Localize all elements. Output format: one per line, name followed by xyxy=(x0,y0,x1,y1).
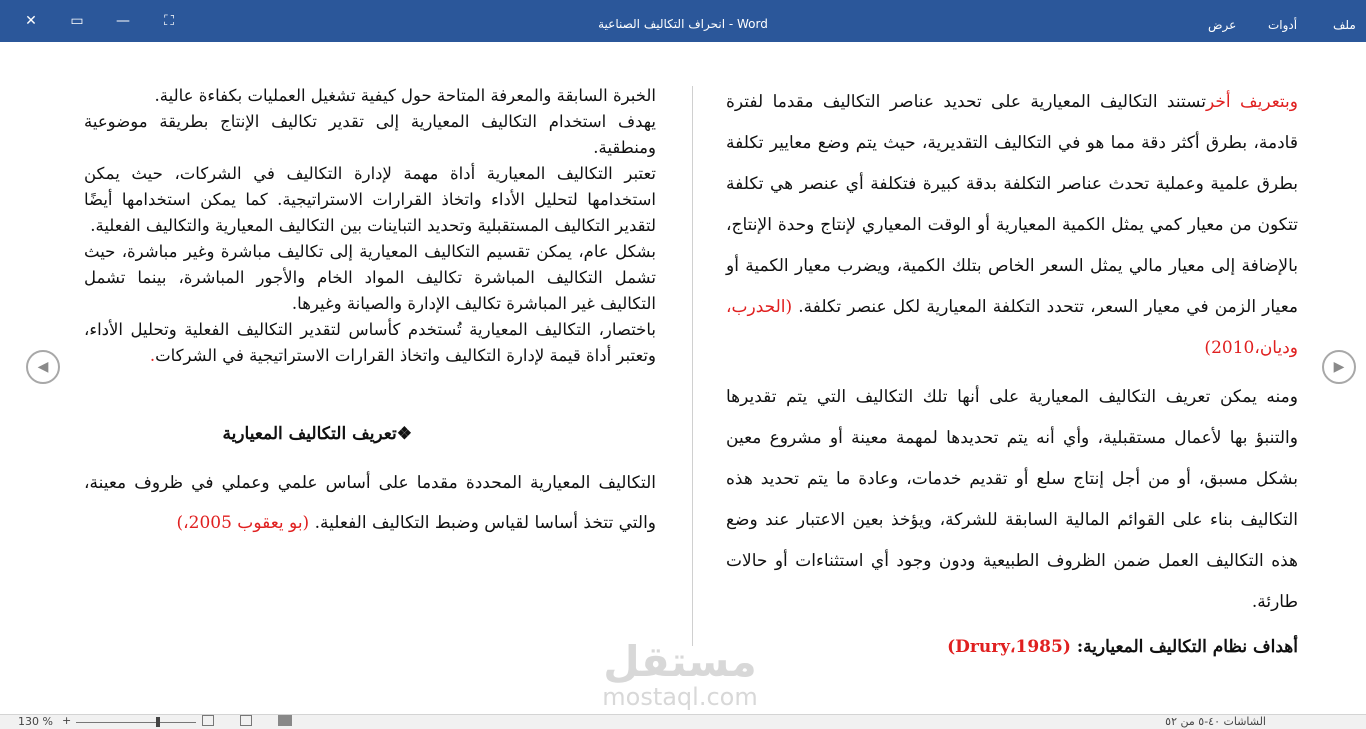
heading-text: أهداف نظام التكاليف المعيارية: xyxy=(1076,637,1298,657)
citation: (الحدرب، وديان،2010) xyxy=(726,297,1298,358)
status-bar xyxy=(0,714,1366,729)
heading-citation: (Drury،1985) xyxy=(947,637,1071,657)
paragraph: بشكل عام، يمكن تقسيم التكاليف المعيارية إلى تكاليف مباشرة وغير مباشرة، حيث تشمل التكاليف المباشرة تكاليف المواد الخام والأجور المباشرة، بينما تشمل التكاليف غير المباشرة تكاليف الإدارة والصيانة وغيرها. xyxy=(84,242,656,313)
zoom-slider-thumb[interactable] xyxy=(156,717,160,727)
watermark-arabic: مستقل xyxy=(603,637,757,686)
next-page-button[interactable] xyxy=(1322,350,1356,384)
title-bar xyxy=(0,0,1366,42)
print-layout-icon[interactable] xyxy=(202,715,214,726)
chevron-left-icon: ◀ xyxy=(37,359,49,375)
watermark-latin: mostaql.com xyxy=(602,683,758,711)
tab-file[interactable]: ملف xyxy=(1333,18,1356,32)
paragraph-definition xyxy=(726,82,1298,369)
zoom-label[interactable]: 130 % xyxy=(18,715,53,728)
column-divider xyxy=(692,86,693,646)
section-heading-goals xyxy=(726,629,1298,665)
fullscreen-icon: ⛶ xyxy=(164,13,174,29)
zoom-slider[interactable] xyxy=(76,722,196,723)
summary-text: باختصار، التكاليف المعيارية تُستخدم كأساس لتقدير التكاليف الفعلية وتحليل الأداء، وتعتبر أداة قيمة لإدارة التكاليف واتخاذ القرارات الاستراتيجية في الشركات xyxy=(84,320,656,365)
paragraph-definition xyxy=(84,463,656,543)
restore-icon: ▭ xyxy=(70,13,84,29)
zoom-in-button[interactable]: + xyxy=(62,714,72,727)
tab-tools[interactable]: أدوات xyxy=(1268,18,1298,32)
web-layout-icon[interactable] xyxy=(240,715,252,726)
page-info: الشاشات ٤٠-٥ من ٥٢ xyxy=(1165,715,1266,728)
close-icon: ✕ xyxy=(25,13,37,29)
minimize-icon: — xyxy=(116,13,130,29)
paragraph: تعتبر التكاليف المعيارية أداة مهمة لإدارة التكاليف في الشركات، حيث يمكن استخدامها لتحليل الأداء واتخاذ القرارات الاستراتيجية. كما يمكن استخدامها أيضًا لتقدير التكاليف المستقبلية وتحديد التباينات بين التكاليف المعيارية والتكاليف الفعلية. xyxy=(84,164,656,235)
paragraph-definition-2: ومنه يمكن تعريف التكاليف المعيارية على أنها تلك التكاليف التي يتم تقديرها والتنبؤ بها لأعمال مستقبلية، وأي أنه يتم تحديدها لمهمة معينة أو مشروع معين بشكل مسبق، أو من أجل إنتاج سلع أو تقديم خدمات، وعادة ما يتم تحديد هذه التكاليف بناء على القوائم المالية السابقة للشركة، ويؤخذ بعين الاعتبار عند وضع هذه التكاليف العمل ضمن الظروف الطبيعية ودون وجود أي استثناءات أو حالات طارئة. xyxy=(726,387,1298,612)
paragraph: يهدف استخدام التكاليف المعيارية إلى تقدير تكاليف الإنتاج بطريقة موضوعية ومنطقية. xyxy=(84,112,656,157)
previous-page-button[interactable] xyxy=(26,350,60,384)
paragraph-summary xyxy=(84,317,656,369)
heading-text: تعريف التكاليف المعيارية xyxy=(222,424,397,444)
left-column xyxy=(84,83,656,543)
definition-lead: وبتعريف أخر xyxy=(1206,92,1299,112)
definition-body: تستند التكاليف المعيارية على تحديد عناصر التكاليف مقدما لفترة قادمة، بطرق أكثر دقة مما هو في التكاليف التقديرية، حيث يتم وضع معايير تكلفة بطرق علمية وعملية تحدث عناصر التكلفة بدقة كبيرة فتكلفة أي عنصر هي تكلفة تتكون من معيار كمي يمثل الكمية المعيارية أو الوقت المعياري لإنتاج وحدة الإنتاج، بالإضافة إلى معيار مالي يمثل السعر الخاص بتلك الكمية، ويضرب معيار الكمية أو معيار الزمن في معيار السعر، تتحدد التكلفة المعيارية لكل عنصر تكلفة. xyxy=(726,92,1298,317)
right-column xyxy=(726,82,1298,665)
definition-text: التكاليف المعيارية المحددة مقدما على أساس علمي وعملي في ظروف معينة، والتي تتخذ أساسا لقياس وضبط التكاليف الفعلية. xyxy=(84,473,656,533)
watermark-logo xyxy=(590,637,770,711)
bullet-icon: ❖ xyxy=(396,424,412,444)
tab-view[interactable]: عرض xyxy=(1208,18,1237,32)
paragraph: الخبرة السابقة والمعرفة المتاحة حول كيفية تشغيل العمليات بكفاءة عالية. xyxy=(154,86,656,105)
citation: (بو يعقوب 2005،) xyxy=(176,513,310,533)
summary-end: . xyxy=(149,346,156,365)
read-mode-icon[interactable] xyxy=(278,715,292,726)
chevron-right-icon: ▶ xyxy=(1333,359,1345,375)
section-heading-definition xyxy=(84,421,656,447)
document-title: انحراف التكاليف الصناعية - Word xyxy=(598,17,768,31)
